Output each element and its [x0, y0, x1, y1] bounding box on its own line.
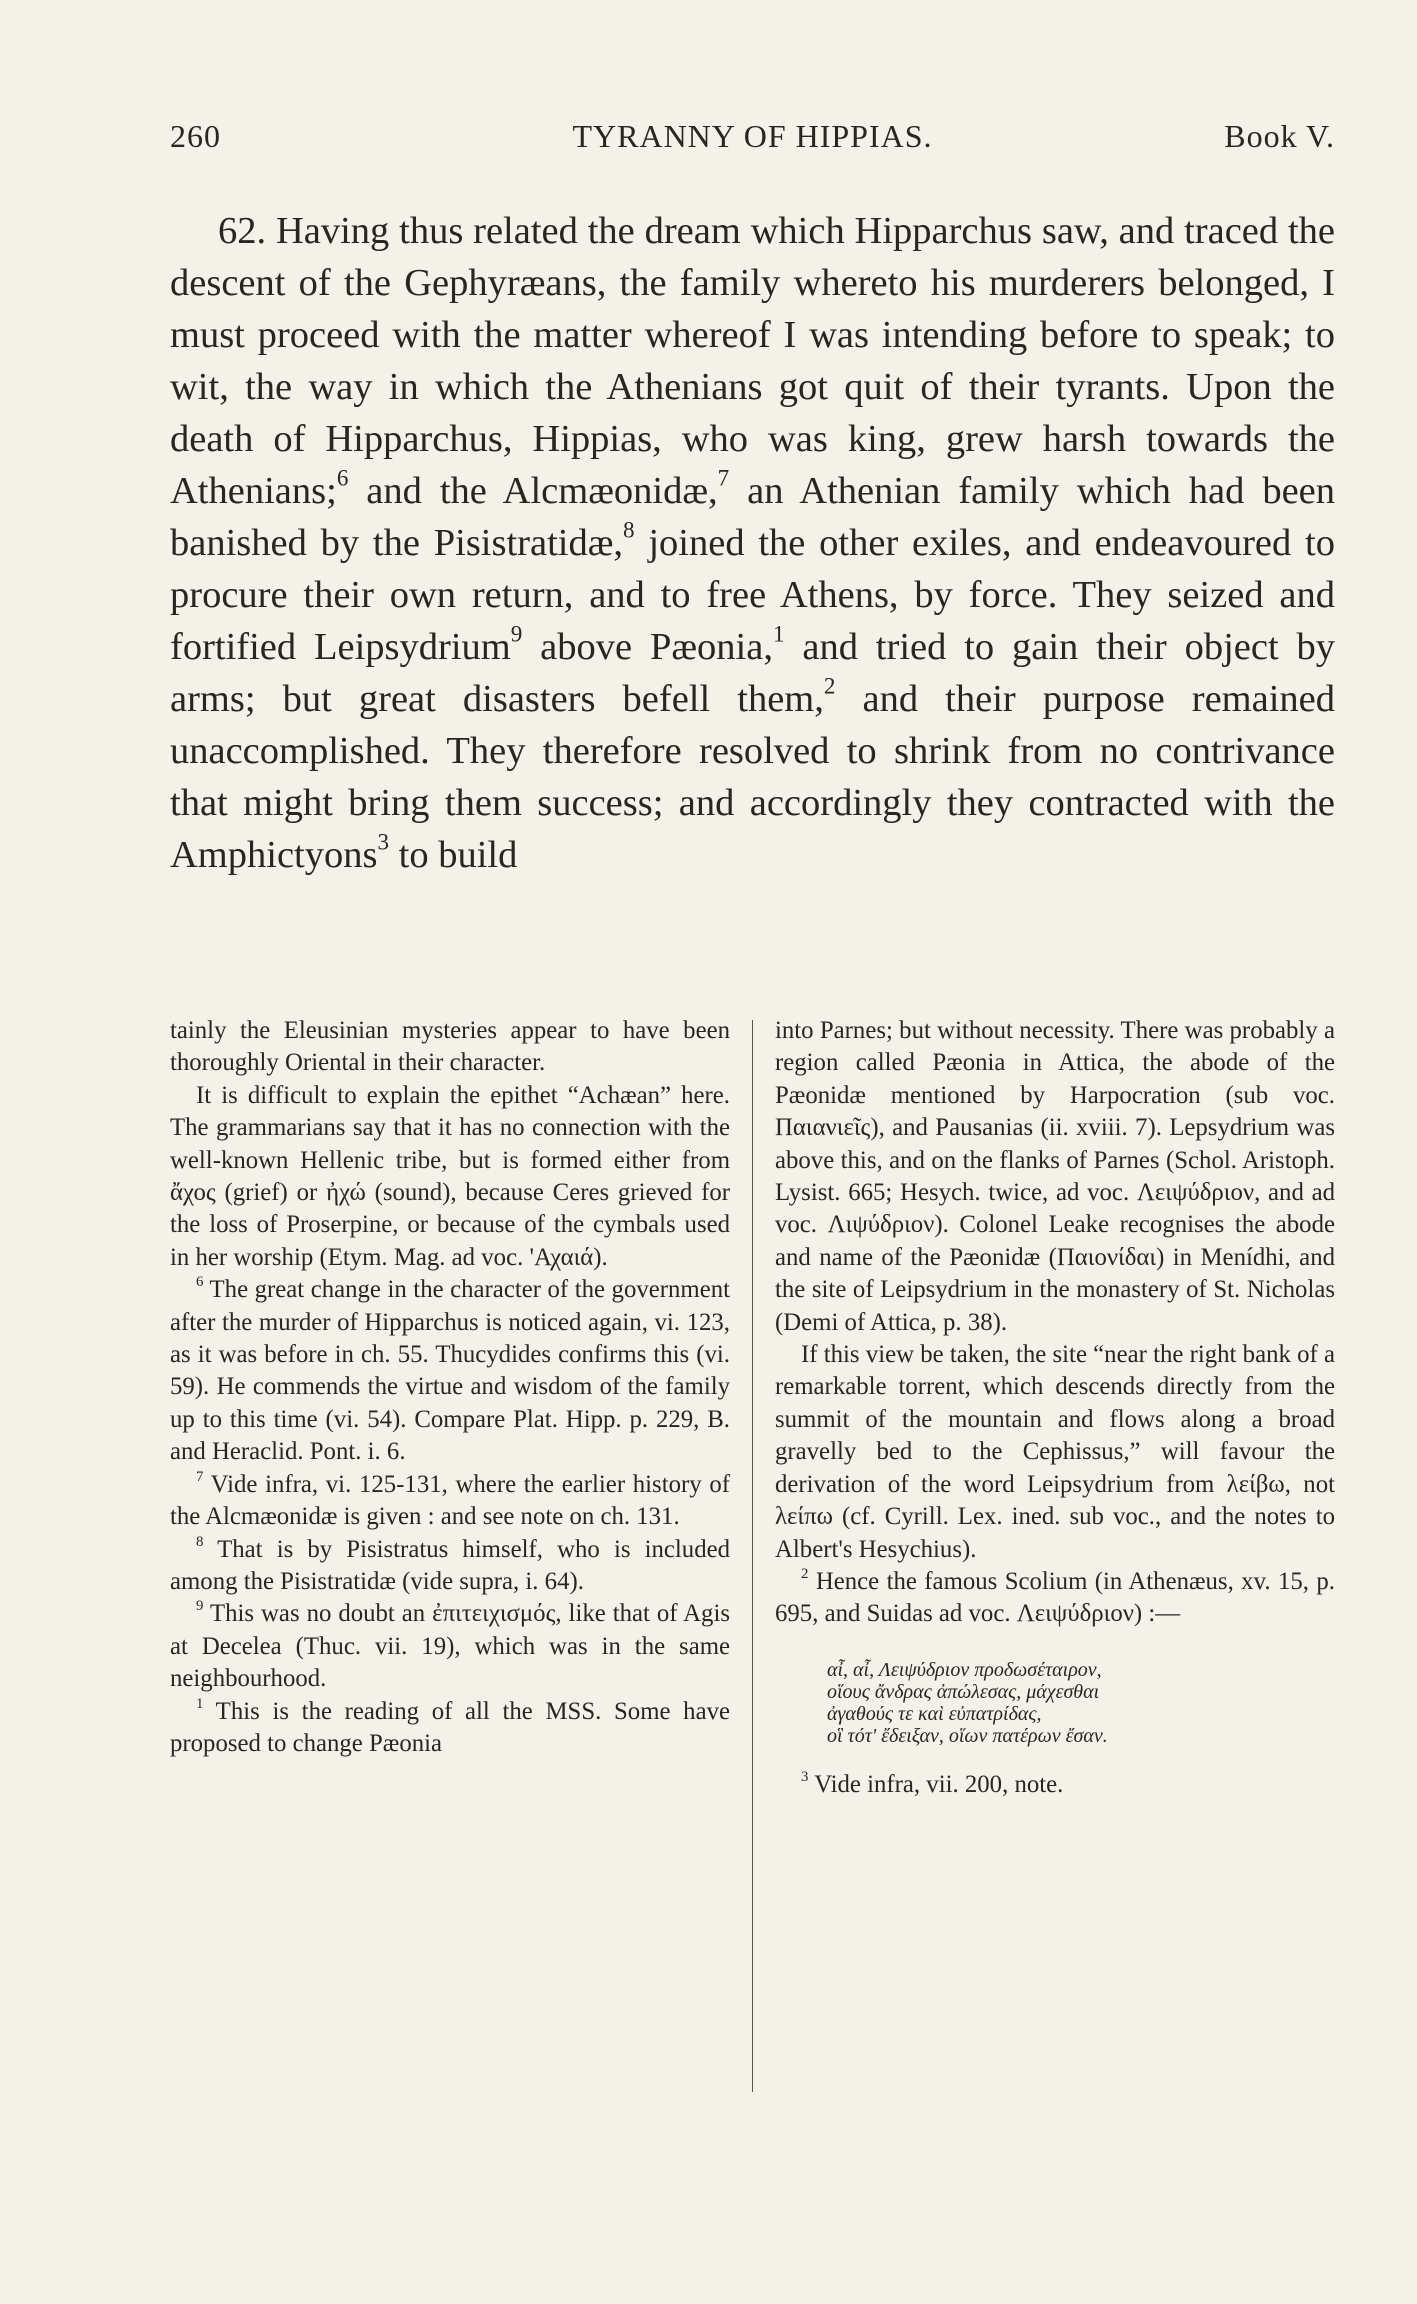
footnote-ref: 8 [623, 516, 635, 543]
running-header [170, 118, 1335, 168]
footnotes-right-column [775, 1015, 1335, 1801]
footnote-paragraph: If this view be taken, the site “near the right bank of a remarkable torrent, which descends directly from the summit of the mountain and flows along a broad gravelly bed to the Cephissus,” will favour the derivation of the word Leipsydrium from λείβω, not λείπω (cf. Cyrill. Lex. ined. sub voc., and the notes to Albert's Hesychius). [775, 1341, 1335, 1563]
footnote-7: $^7$ Vide infra, vi. 125-131, where the earlier history of the Alcmæonidæ is given : and see note on ch. 131. [170, 1468, 730, 1531]
page-number: 260 [170, 118, 221, 154]
footnote-paragraph: It is difficult to explain the epithet “Achæan” here. The grammarians say that it has no connection with the well-known Hellenic tribe, but is formed either from ἄχος (grief) or ἠχώ (sound), because Ceres grieved for the loss of Proserpine, or because of the cymbals used in her worship (Etym. Mag. ad voc. 'Αχαιά). [170, 1081, 730, 1271]
column-divider [752, 1020, 753, 2092]
footnote-ref: 9 [510, 620, 523, 647]
footnote-ref: 1 [772, 620, 785, 647]
greek-verse [827, 1659, 1335, 1747]
book-label: Book V. [1224, 118, 1335, 154]
footnotes-left-column [170, 1015, 730, 1760]
footnote-ref: 7 [717, 464, 730, 491]
verse-line: ἀγαθούς τε καὶ εὐπατρίδας, [827, 1702, 1042, 1725]
footnote-1: $^1$ This is the reading of all the MSS. Some have proposed to change Pæonia [170, 1695, 730, 1757]
footnote-ref: 6 [336, 464, 349, 491]
verse-line: οἵους ἄνδρας ἀπώλεσας, μάχεσθαι [827, 1680, 1100, 1703]
footnote-3: $^3$ Vide infra, vii. 200, note. [801, 1768, 1064, 1798]
footnote-ref: 3 [377, 828, 390, 855]
verse-line: αἶ, αἶ, Λειψύδριον προδωσέταιρον, [827, 1658, 1102, 1681]
footnote-continuation: tainly the Eleusinian mysteries appear to have been thoroughly Oriental in their character. [170, 1017, 730, 1077]
verse-line: οἳ τότ' ἔδειξαν, οἵων πατέρων ἔσαν. [827, 1724, 1108, 1747]
footnote-9: $^9$ This was no doubt an ἐπιτειχισμός, like that of Agis at Decelea (Thuc. vii. 19), which was in the same neighbourhood. [170, 1598, 730, 1693]
main-paragraph: 62. Having thus related the dream which Hipparchus saw, and traced the descent of the Gephyræans, the family whereto his murderers belonged, I must proceed with the matter whereof I was intending before to speak; to wit, the way in which the Athenians got quit of their tyrants. Upon the death of Hipparchus, Hippias, who was king, grew harsh towards the Athenians;$^6$ and the Alcmæonidæ,$^7$ an Athenian family which had been banished by the Pisistratidæ,$^8$ joined the other exiles, and endeavoured to procure their own return, and to free Athens, by force. They seized and fortified Leipsydrium$^9$ above Pæonia,$^1$ and tried to gain their object by arms; but great disasters befell them,$^2$ and their purpose remained unaccomplished. They therefore resolved to shrink from no contrivance that might bring them success; and accordingly they contracted with the Amphictyons$^3$ to build [170, 210, 1335, 876]
running-title: TYRANNY OF HIPPIAS. [572, 118, 933, 154]
footnotes [170, 1015, 1335, 2100]
footnote-continuation: into Parnes; but without necessity. There was probably a region called Pæonia in Attica, the abode of the Pæonidæ mentioned by Harpocration (sub voc. Παιανιεῖς), and Pausanias (ii. xviii. 7). Lepsydrium was above this, and on the flanks of Parnes (Schol. Aristoph. Lysist. 665; Hesych. twice, ad voc. Λειψύδριον, and ad voc. Λιψύδριον). Colonel Leake recognises the abode and name of the Pæonidæ (Παιονίδαι) in Menídhi, and the site of Leipsydrium in the monastery of St. Nicholas (Demi of Attica, p. 38). [775, 1017, 1335, 1336]
footnote-6: $^6$ The great change in the character of the government after the murder of Hipparchus is noticed again, vi. 123, as it was before in ch. 55. Thucydides confirms this (vi. 59). He commends the virtue and wisdom of the family up to this time (vi. 54). Compare Plat. Hipp. p. 229, B. and Heraclid. Pont. i. 6. [170, 1274, 730, 1466]
footnote-8: $^8$ That is by Pisistratus himself, who is included among the Pisistratidæ (vide supra, i. 64). [170, 1533, 730, 1595]
footnote-ref: 2 [823, 672, 836, 699]
main-text [170, 205, 1335, 881]
footnote-2: $^2$ Hence the famous Scolium (in Athenæus, xv. 15, p. 695, and Suidas ad voc. Λειψύδριον) :— [775, 1565, 1335, 1628]
